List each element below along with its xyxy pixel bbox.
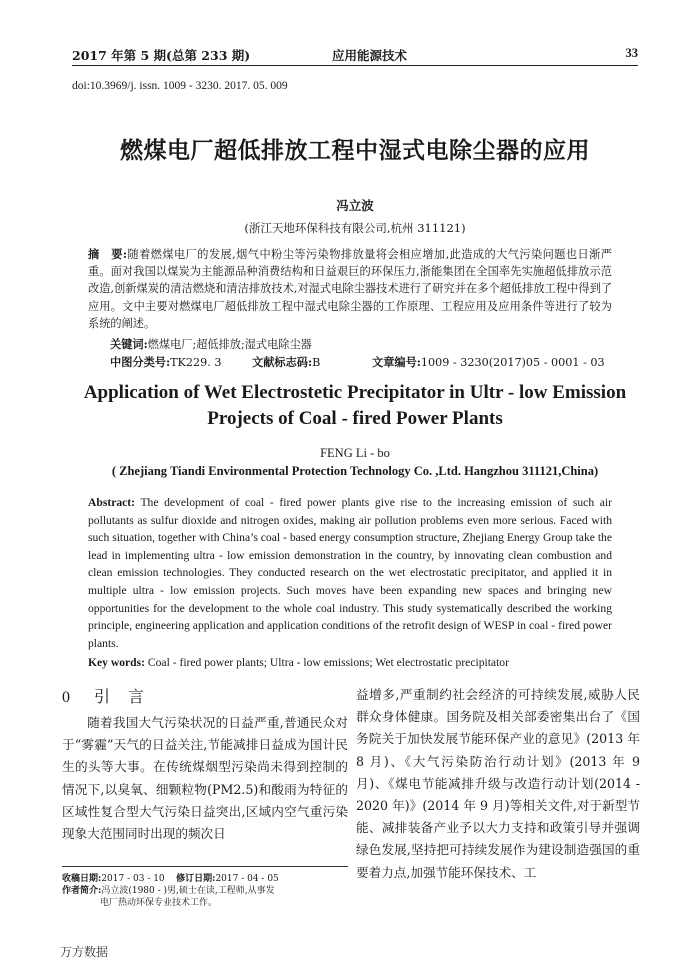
- document-code: [252, 354, 320, 370]
- author-bio-line-2: 电厂热动环保专业技术工作。: [100, 898, 218, 908]
- document-code-value: B: [312, 356, 321, 369]
- section-number: 0: [62, 689, 72, 706]
- keywords-chinese-text: 燃煤电厂;超低排放;湿式电除尘器: [147, 338, 312, 351]
- footnote: [62, 866, 348, 909]
- abstract-english-label: Abstract:: [88, 496, 136, 509]
- keywords-chinese-label: 关键词:: [110, 337, 148, 351]
- body-column-left: [62, 684, 348, 845]
- page-number: 33: [625, 46, 638, 60]
- title-english: Application of Wet Electrostetic Precipitator in Ultr - low Emission Projects of Coal - fired Power Plants: [83, 382, 627, 429]
- document-code-label: 文献标志码:: [252, 355, 313, 369]
- author-bio-line-1: 冯立波(1980 - )男,硕士在读,工程师,从事发: [101, 886, 275, 896]
- title-chinese: 燃煤电厂超低排放工程中湿式电除尘器的应用: [120, 137, 590, 164]
- footnote-dates: [62, 873, 348, 885]
- body-paragraph-right: 益增多,严重制约社会经济的可持续发展,威胁人民群众身体健康。国务院及相关部委密集出台了《国务院关于加快发展节能环保产业的意见》(2013 年 8 月)、《大气污染防治行动计划》(2013 年 9 月)、《煤电节能减排升级与改造行动计划(2014 - 2020 年)》(2014 年 9 月)等相关文件,对于新型节能、减排装备产业予以大力支持和政策引导并强调绿色发展,坚持把可持续发展作为建设制造强国的重要着力点,加强节能环保技术、工: [356, 687, 640, 880]
- keywords-english-label: Key words:: [88, 656, 145, 669]
- affiliation-chinese: (浙江天地环保科技有限公司,杭州 311121): [244, 221, 466, 235]
- abstract-chinese-label: 摘 要:: [88, 247, 128, 261]
- abstract-english: [88, 494, 612, 652]
- affiliation-english: ( Zhejiang Tiandi Environmental Protection Technology Co. ,Ltd. Hangzhou 311121,China): [111, 464, 599, 478]
- keywords-chinese: [110, 336, 312, 352]
- footnote-bio: [62, 885, 348, 897]
- author-bio-label: 作者简介:: [62, 886, 102, 896]
- journal-name: 应用能源技术: [332, 48, 408, 63]
- abstract-english-text: The development of coal - fired power plants give rise to the increasing emission of such air pollutants as sulfur dioxide and nitrogen oxides, making air pollution problems even more serious. Faced with such situation, together with China’s coal - based energy consumption structure, Zhejiang Energy Group take the lead in implementing ultra - low emission demonstration in the country, by innovating clean combustion and clean emission technologies. They conducted research on the wet electrostatic precipitator, and applied it in multiple ultra - low emission projects. Such moves have been expanding new spaces and bringing new opportunities for the development to the whole coal industry. This study systematically described the working principle, engineering application and application conditions of the retrofit design of WESP in coal - fired power plants.: [88, 496, 612, 650]
- clc-value: TK229. 3: [170, 356, 222, 369]
- author-english: FENG Li - bo: [320, 446, 390, 460]
- keywords-english-text: Coal - fired power plants; Ultra - low emissions; Wet electrostatic precipitator: [145, 656, 509, 669]
- received-date-value: 2017 - 03 - 10: [101, 874, 165, 884]
- body-column-right: [356, 684, 640, 884]
- doi: doi:10.3969/j. issn. 1009 - 3230. 2017. 05. 009: [72, 80, 288, 92]
- revised-date-label: 修订日期:: [176, 874, 216, 884]
- clc-label: 中图分类号:: [110, 355, 171, 369]
- section-title-char-1: 引: [94, 687, 113, 706]
- keywords-english: [88, 656, 640, 669]
- abstract-chinese: [88, 246, 612, 332]
- clc-number: [110, 354, 221, 370]
- section-heading: [62, 684, 348, 712]
- body-paragraph-left: 随着我国大气污染状况的日益严重,普通民众对于“雾霾”天气的日益关注,节能减排日益成为国计民生的头等大事。在传统煤烟型污染尚未得到控制的情况下,以臭氧、细颗粒物(PM2.5)和酸雨为特征的区域性复合型大气污染日益突出,区域内空气重污染现象大范围同时出现的频次日: [62, 715, 348, 842]
- running-header: [72, 42, 638, 66]
- revised-date-value: 2017 - 04 - 05: [215, 874, 279, 884]
- section-title-char-2: 言: [128, 687, 147, 706]
- article-number: [372, 354, 605, 370]
- article-number-label: 文章编号:: [372, 355, 421, 369]
- article-number-value: 1009 - 3230(2017)05 - 0001 - 03: [420, 356, 605, 369]
- abstract-chinese-text: 随着燃煤电厂的发展,烟气中粉尘等污染物排放量将会相应增加,此造成的大气污染问题也日渐严重。面对我国以煤炭为主能源品种消费结构和日益艰巨的环保压力,浙能集团在全国率先实施超低排放示范改造,创新煤炭的清洁燃烧和清洁排放技术,对湿式电除尘器技术进行了研究并在多个超低排放工程中得到了应用。文中主要对燃煤电厂超低排放工程中湿式电除尘器的工作原理、工程应用及应用条件等进行了较为系统的阐述。: [88, 248, 612, 330]
- journal-issue: 2017 年第 5 期(总第 233 期): [72, 48, 251, 63]
- watermark: 万方数据: [60, 945, 109, 959]
- received-date-label: 收稿日期:: [62, 874, 102, 884]
- author-chinese: 冯立波: [336, 198, 374, 213]
